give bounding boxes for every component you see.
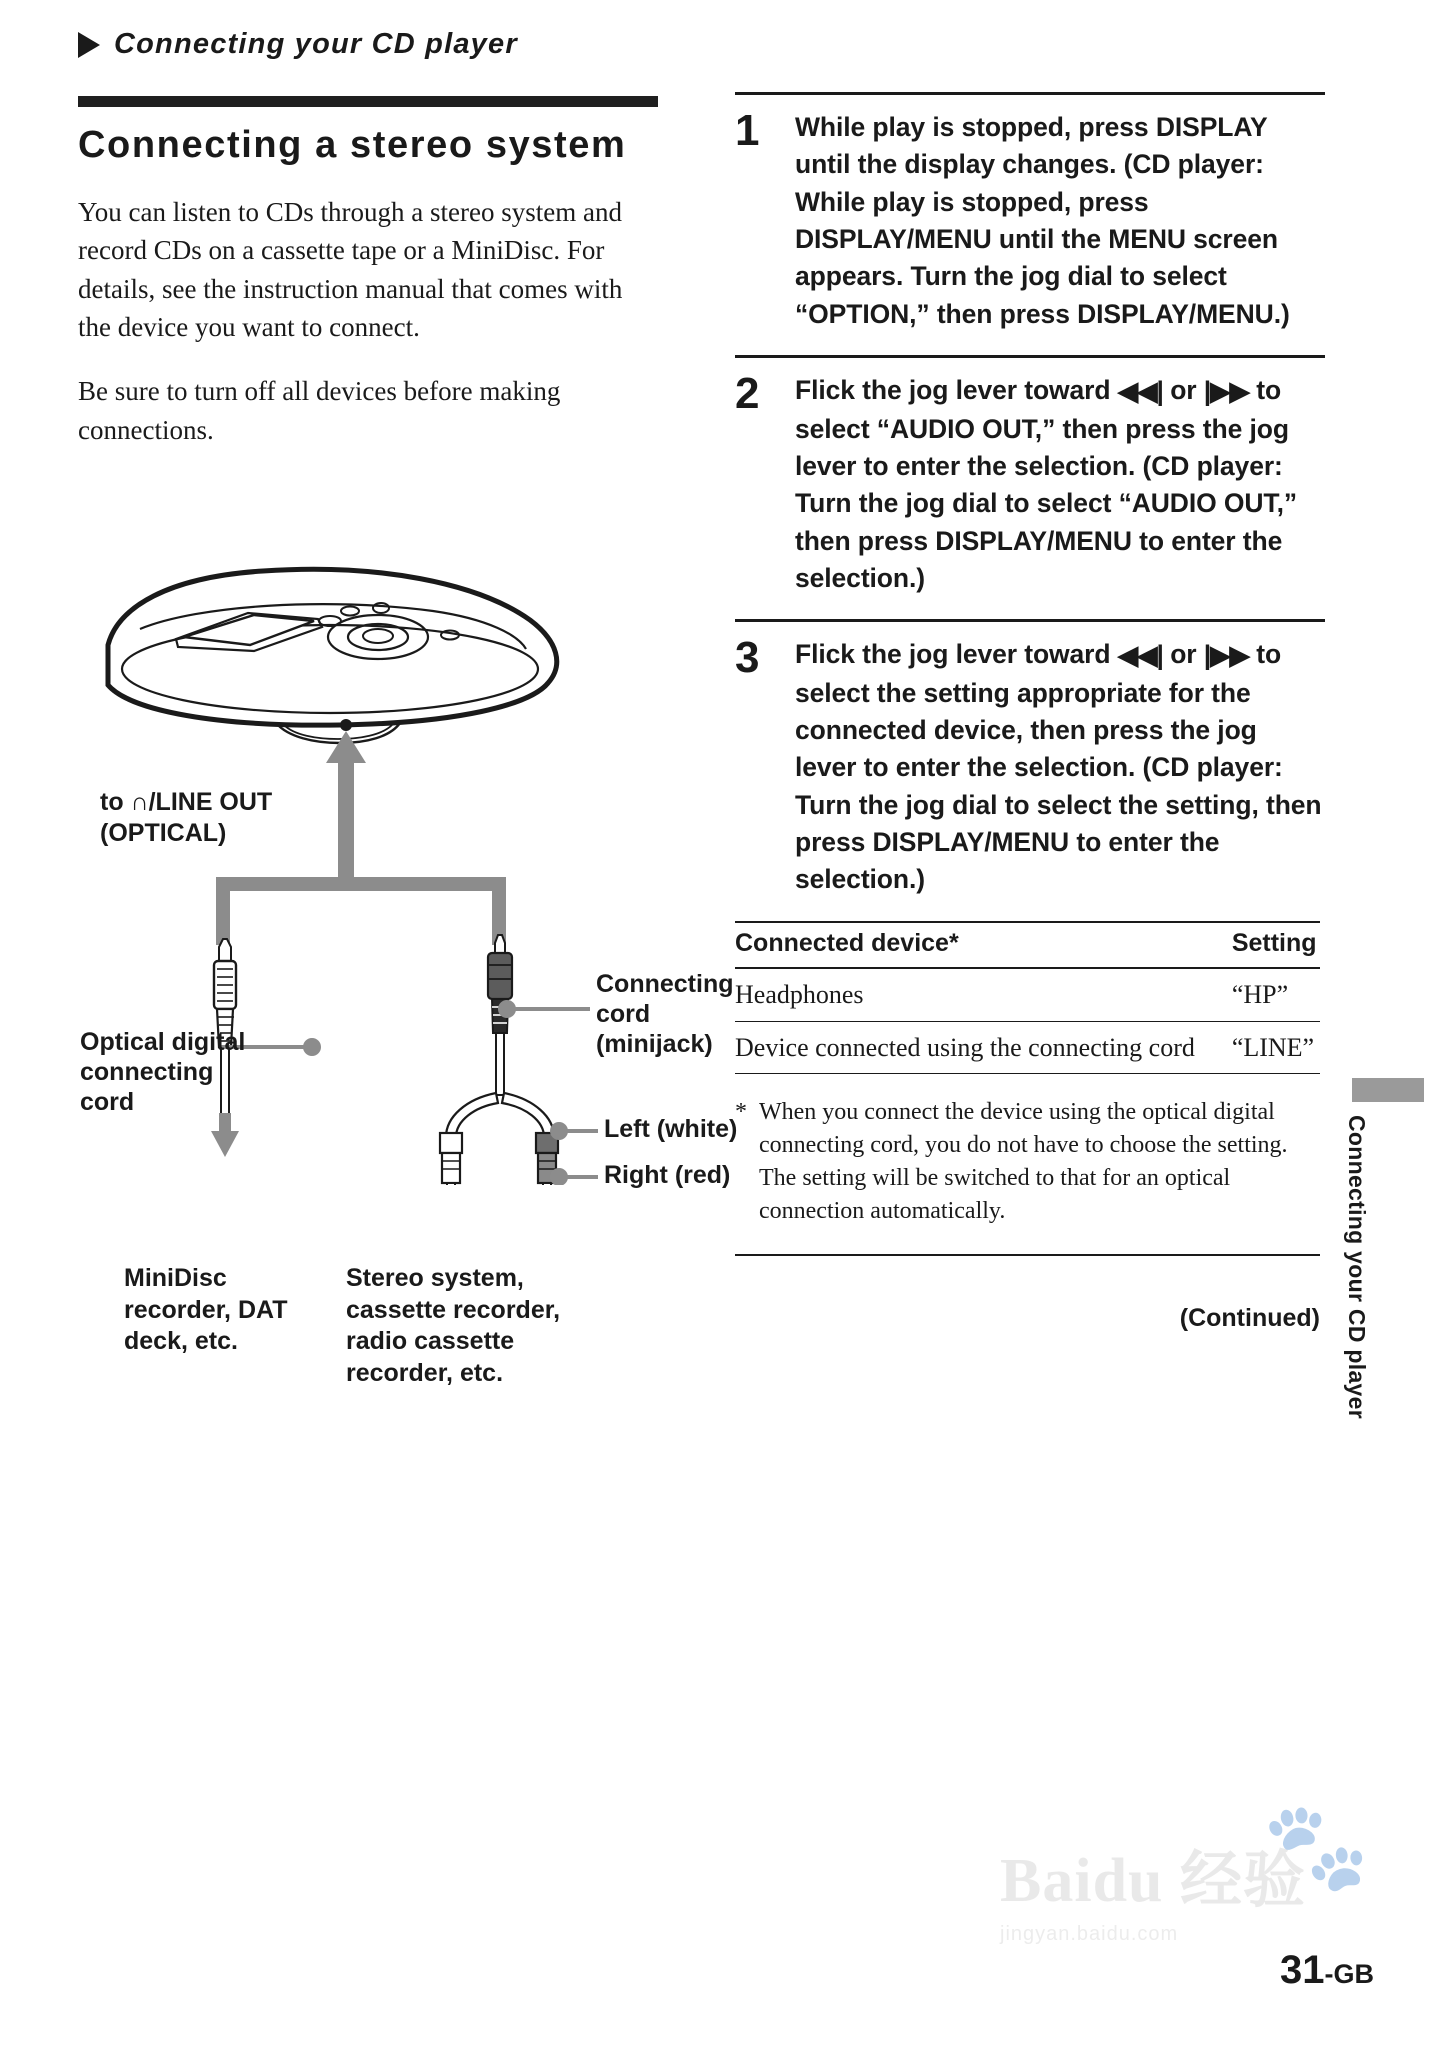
page-number (1280, 1948, 1374, 1993)
optical-cord-arrow (211, 1113, 239, 1157)
triangle-right-icon (78, 32, 100, 58)
left-column (78, 96, 658, 449)
table-cell-device: Device connected using the connecting cord (735, 1021, 1210, 1074)
side-tab-marker (1352, 1078, 1424, 1102)
settings-table (735, 921, 1320, 1075)
step-2-text-mid: or (1162, 375, 1204, 406)
table-cell-setting: “LINE” (1210, 1021, 1320, 1074)
section-rule (78, 96, 658, 107)
step-3-text-mid: or (1162, 639, 1204, 670)
fast-forward-icon: |▶▶ (1203, 640, 1249, 671)
jack-label-line2: (OPTICAL) (100, 818, 227, 847)
jack-label (100, 787, 272, 848)
box-label-right: Stereo system, cassette recorder, radio cassette recorder, etc. (346, 1264, 561, 1387)
cd-player-illustration (108, 569, 557, 743)
step-2-text-pre: Flick the jog lever toward (795, 375, 1118, 406)
step-1 (735, 92, 1325, 333)
step-2-text (795, 372, 1325, 597)
continued-label: (Continued) (1179, 1303, 1320, 1332)
table-cell-device: Headphones (735, 968, 1210, 1021)
fast-forward-icon: |▶▶ (1203, 376, 1249, 407)
rca-plug-left-white (440, 1133, 462, 1185)
jack-label-line1: to ∩/LINE OUT (100, 788, 273, 816)
paw-icon: 🐾 (1262, 1799, 1370, 1895)
step-1-text: While play is stopped, press DISPLAY until the display changes. (CD player: While play is stopped, press DISPLAY/MENU until the MENU screen appears. Turn the jog dial to select “OPTION,” then press DISPLAY/MENU.) (795, 112, 1290, 329)
cord-bus (216, 877, 506, 945)
step-2 (735, 355, 1325, 597)
rca-y-splitter (446, 1093, 554, 1137)
side-tab-label: Connecting your CD player (1344, 1115, 1370, 1419)
watermark-brand: Baidu 经验 (1000, 1847, 1307, 1915)
right-channel-label: Right (red) (604, 1161, 731, 1189)
table-header-setting: Setting (1210, 922, 1320, 968)
box-label-left: MiniDisc recorder, DAT deck, etc. (124, 1264, 288, 1355)
table-row (735, 968, 1320, 1021)
footnote-marker: * (735, 1099, 747, 1126)
step-3-text-pre: Flick the jog lever toward (795, 639, 1118, 670)
page-number-value: 31 (1280, 1948, 1325, 1992)
minijack-cord-label: Connecting cord (minijack) (596, 970, 734, 1058)
connection-diagram (78, 565, 738, 1387)
footnote-text: When you connect the device using the optical digital connecting cord, you do not have to choose the setting. The setting will be switched to that for an optical connection automatically. (759, 1099, 1288, 1225)
step-3-number: 3 (735, 633, 760, 683)
table-row (735, 1021, 1320, 1074)
footnote (735, 1096, 1325, 1228)
watermark-url: jingyan.baidu.com (1000, 1923, 1179, 1945)
step-2-number: 2 (735, 369, 760, 419)
intro-paragraph-2: Be sure to turn off all devices before making connections. (78, 376, 561, 445)
page-number-suffix: -GB (1324, 1959, 1374, 1989)
table-header-device: Connected device* (735, 922, 1210, 968)
table-header-row (735, 922, 1320, 968)
page-title: Connecting a stereo system (78, 124, 627, 166)
running-head-title: Connecting your CD player (114, 28, 518, 60)
right-column (735, 92, 1325, 1333)
intro-paragraph-1: You can listen to CDs through a stereo system and record CDs on a cassette tape or a MiniDisc. For details, see the instruction manual that comes with the device you want to connect. (78, 197, 623, 343)
rewind-icon: ◀◀| (1117, 640, 1163, 671)
optical-cord-label: Optical digital connecting cord (80, 1028, 246, 1116)
footnote-rule (735, 1254, 1320, 1256)
left-channel-label: Left (white) (604, 1115, 738, 1143)
step-3-text-post: to select the setting appropriate for the connected device, then press the jog lever to enter the selection. (CD player: Turn the jog dial to select the setting, then press DISPLAY/MENU to enter the selection.) (795, 639, 1322, 895)
step-1-number: 1 (735, 106, 760, 155)
step-3-text (795, 636, 1325, 899)
table-cell-setting: “HP” (1210, 968, 1320, 1021)
step-3 (735, 619, 1325, 899)
running-head (78, 28, 518, 61)
rewind-icon: ◀◀| (1117, 376, 1163, 407)
connection-arrow (326, 731, 366, 883)
step-2-text-post: to select “AUDIO OUT,” then press the jog lever to enter the selection. (CD player: Turn the jog dial to select “AUDIO OUT,” then press DISPLAY/MENU to enter the selection.) (795, 375, 1297, 593)
